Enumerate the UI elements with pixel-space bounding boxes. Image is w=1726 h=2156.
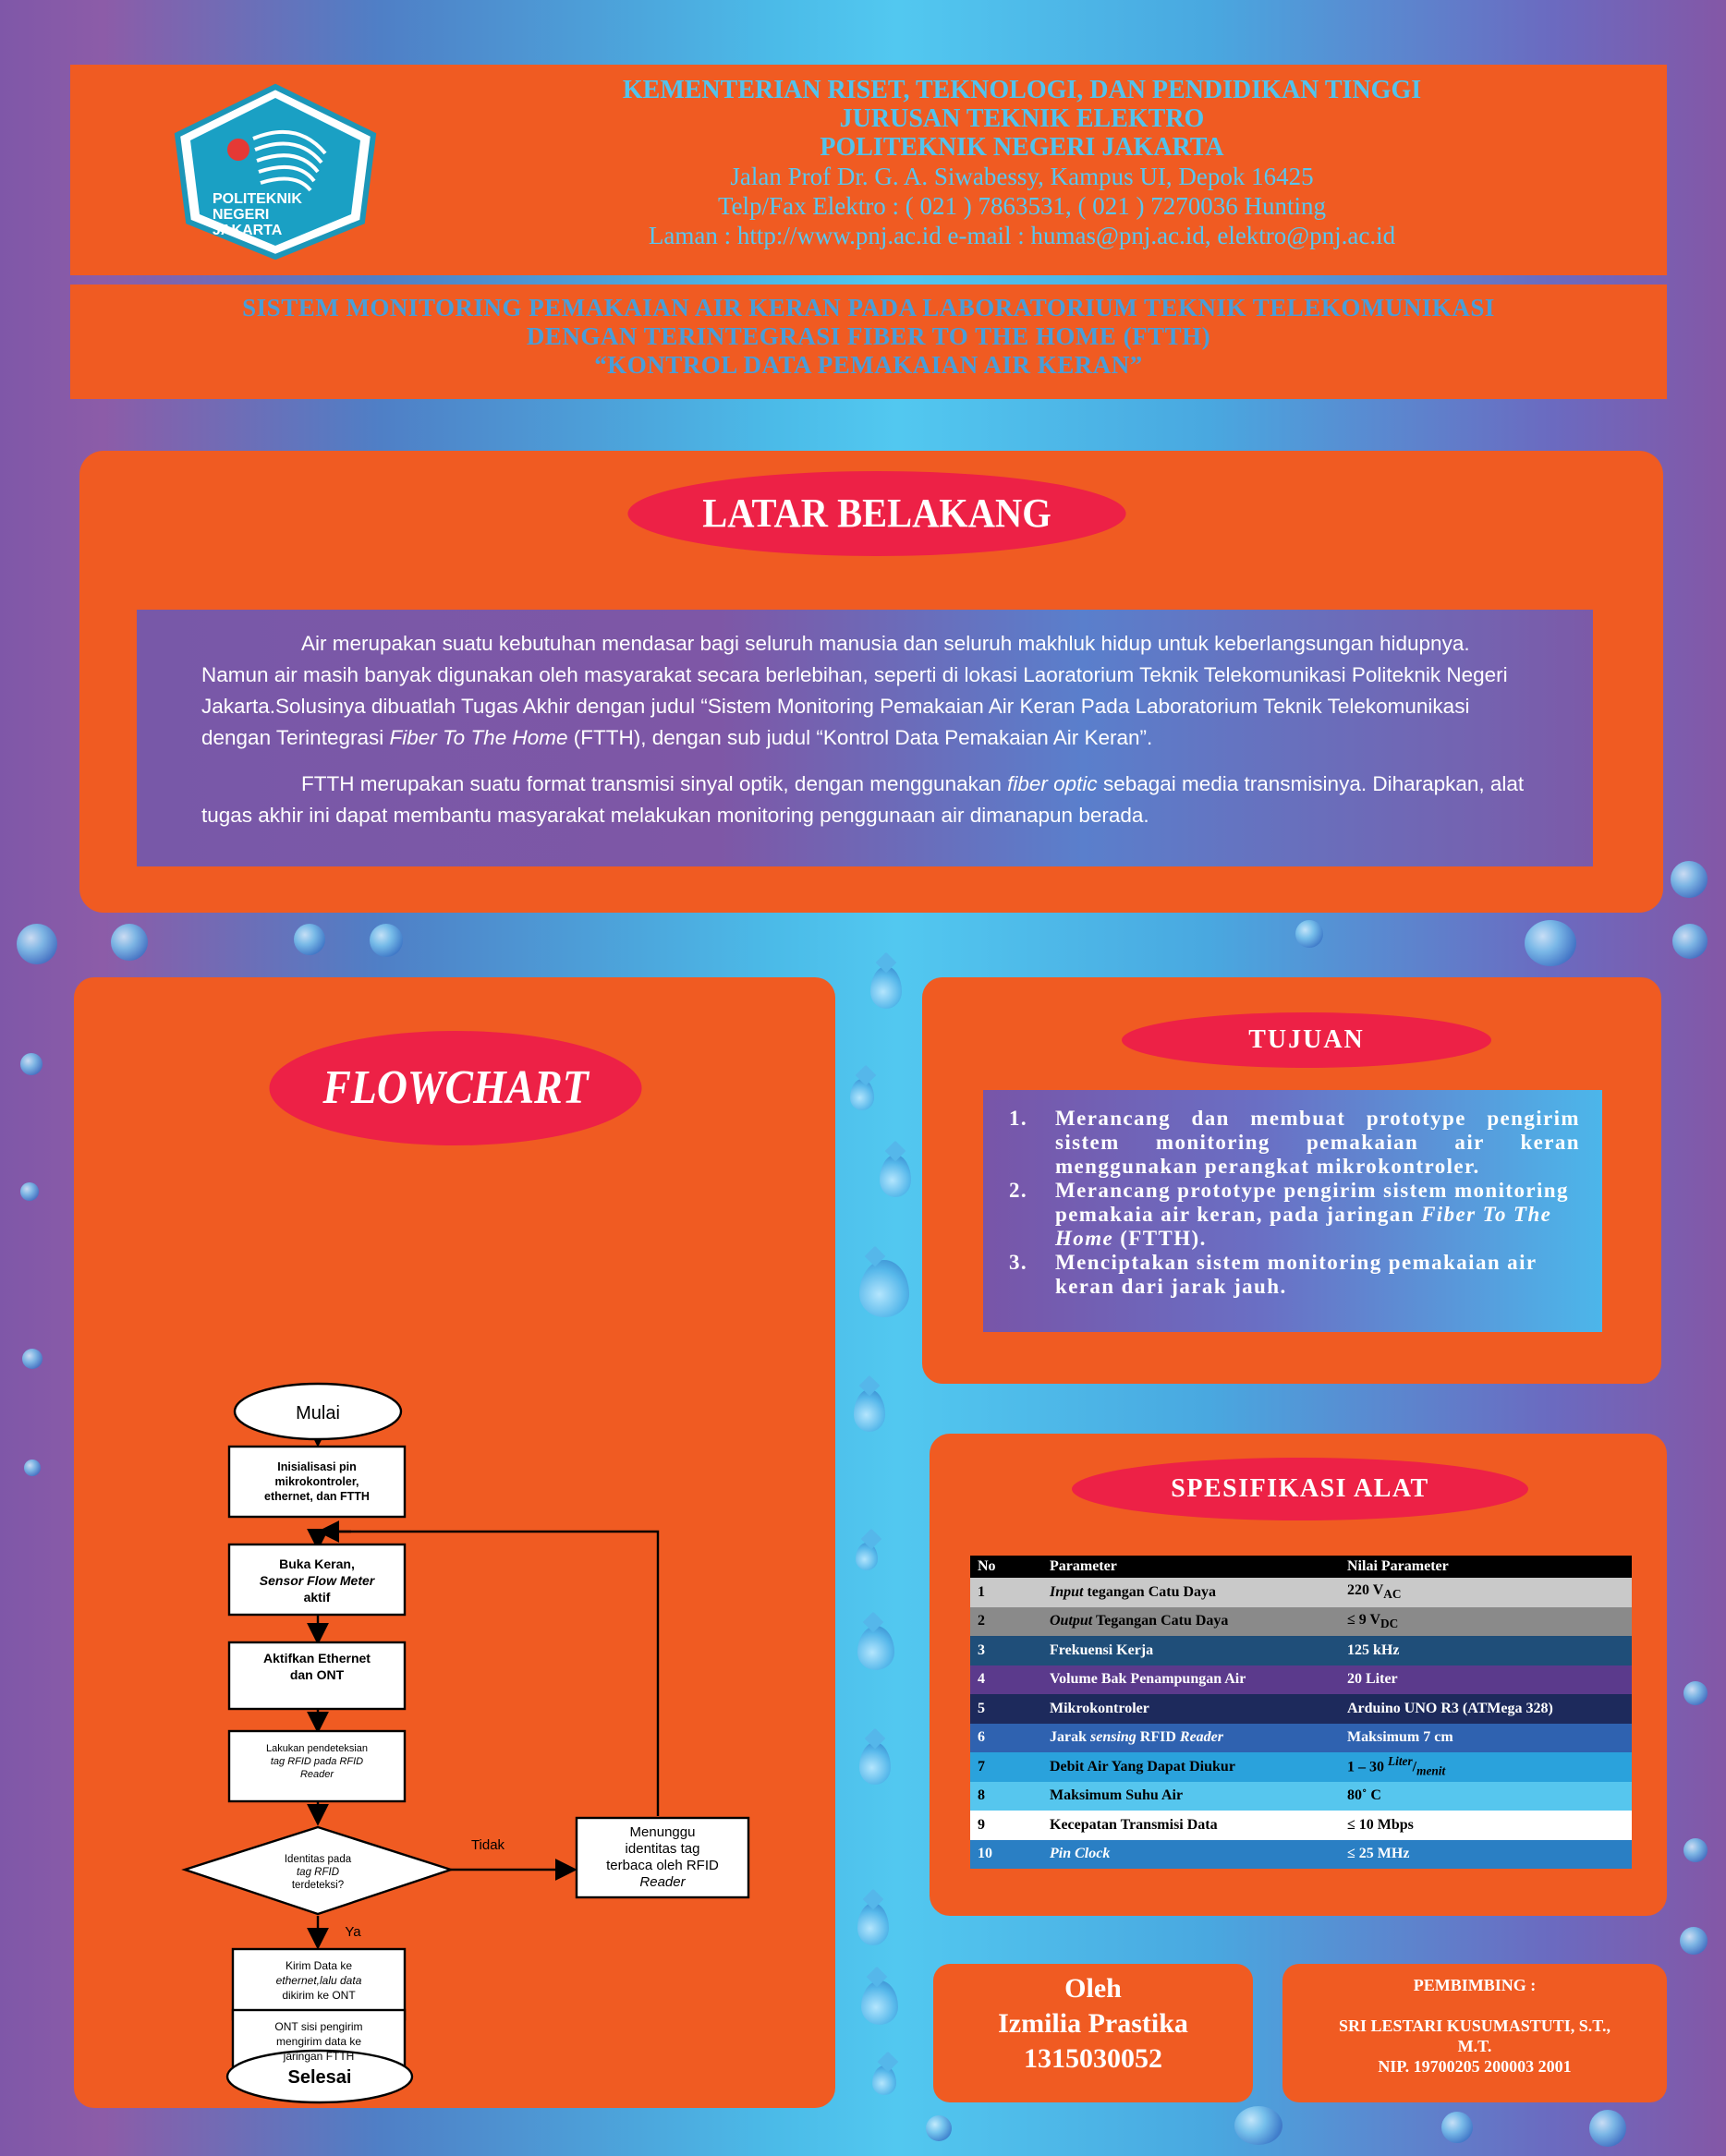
water-drop-decoration	[1683, 1681, 1708, 1705]
water-drop-decoration	[1295, 920, 1323, 948]
water-drop-decoration	[17, 924, 57, 964]
author-nim: 1315030052	[1024, 2043, 1162, 2074]
water-drop-decoration	[870, 966, 902, 1009]
water-drop-decoration	[872, 2065, 896, 2095]
flow-step-ethernet: dan ONT	[289, 1667, 345, 1682]
water-drop-decoration	[857, 1626, 894, 1670]
flow-step-detect: Reader	[299, 1769, 334, 1780]
section-heading: SPESIFIKASI ALAT	[1072, 1458, 1528, 1520]
water-drop-decoration	[926, 2115, 952, 2141]
flow-step-wait: terbaca oleh RFID	[606, 1858, 719, 1873]
paragraph: FTTH merupakan suatu format transmisi sinyal optik, dengan menggunakan fiber optic sebagai media transmisinya. Diharapkan, alat tugas akhir ini dapat membantu masyarakat melakukan monitoring penggunaan air dimanapun berada.	[201, 772, 1525, 827]
flow-decision: tag RFID	[296, 1867, 340, 1878]
objectives-list	[983, 1090, 1602, 1332]
table-row: 3 Frekuensi Kerja 125 kHz	[970, 1636, 1632, 1665]
title-line: DENGAN TERINTEGRASI FIBER TO THE HOME (FTTH)	[526, 322, 1211, 350]
table-row: 6 Jarak sensing RFID Reader Maksimum 7 cm	[970, 1724, 1632, 1753]
objective-item: 3. Menciptakan sistem monitoring pemakaian air keran dari jarak jauh.	[1009, 1251, 1538, 1298]
water-drop-decoration	[859, 1742, 891, 1785]
flow-decision: terdeteksi?	[291, 1880, 345, 1891]
flow-step-send: Kirim Data ke	[285, 1959, 353, 1972]
flow-step-init: Inisialisasi pin	[277, 1460, 357, 1473]
water-drop-decoration	[1683, 1838, 1708, 1862]
flow-start: Mulai	[296, 1403, 340, 1423]
water-drop-decoration	[1680, 1927, 1708, 1955]
flow-no-label: Tidak	[470, 1837, 505, 1853]
water-drop-decoration	[1525, 920, 1576, 966]
flow-step-open-tap: Buka Keran,	[279, 1556, 355, 1571]
department-name: JURUSAN TEKNIK ELEKTRO	[839, 104, 1205, 133]
supervisor-name: SRI LESTARI KUSUMASTUTI, S.T.,	[1339, 2017, 1611, 2035]
table-row: 10 Pin Clock ≤ 25 MHz	[970, 1840, 1632, 1870]
flow-step-wait: Reader	[639, 1874, 686, 1890]
supervisor-box	[1282, 1964, 1667, 2102]
water-drop-decoration	[850, 1079, 874, 1110]
institution-name: POLITEKNIK NEGERI JAKARTA	[820, 133, 1224, 162]
flow-decision: Identitas pada	[284, 1854, 352, 1865]
logo-text: JAKARTA	[213, 223, 283, 238]
author-box	[933, 1964, 1253, 2102]
institution-info	[421, 76, 1623, 250]
background-section	[79, 451, 1663, 913]
water-drop-decoration	[24, 1460, 41, 1476]
flow-step-open-tap: aktif	[303, 1590, 331, 1605]
objective-item: 1. Merancang dan membuat prototype pengirim sistem monitoring pemakaian air keran menggunakan perangkat mikrokontroler.	[1009, 1107, 1580, 1178]
flow-step-init: mikrokontroler,	[274, 1475, 359, 1488]
flow-step-ont: ONT sisi pengirim	[274, 2020, 363, 2033]
specification-section	[930, 1434, 1667, 1916]
section-heading: FLOWCHART	[269, 1031, 641, 1145]
flow-end: Selesai	[287, 2067, 352, 2088]
water-drop-decoration	[20, 1053, 43, 1075]
flow-step-detect: Lakukan pendeteksian	[265, 1743, 369, 1754]
specification-table	[970, 1556, 1632, 1869]
water-drop-decoration	[1441, 2112, 1473, 2143]
flow-step-ont: mengirim data ke	[275, 2035, 362, 2048]
flow-step-wait: Menunggu	[629, 1824, 696, 1840]
section-heading: LATAR BELAKANG	[627, 471, 1125, 556]
water-drop-decoration	[856, 1543, 878, 1570]
table-row: 7 Debit Air Yang Dapat Diukur 1 – 30 $^{Liter}/_{menit}$	[970, 1752, 1632, 1782]
logo-text: POLITEKNIK	[213, 191, 302, 207]
background-text	[137, 610, 1593, 866]
water-drop-decoration	[294, 924, 325, 955]
institution-header	[70, 65, 1667, 275]
author-label: Oleh	[1064, 1973, 1122, 2004]
flow-step-send: dikirim ke ONT	[282, 1989, 356, 2002]
water-drop-decoration	[1672, 924, 1708, 959]
flow-step-ethernet: Aktifkan Ethernet	[263, 1651, 371, 1665]
pnj-logo	[168, 83, 383, 260]
flow-step-ont: jaringan FTTH	[283, 2050, 355, 2063]
flow-yes-label: Ya	[345, 1924, 361, 1940]
table-row: 2 Output Tegangan Catu Daya ≤ 9 $V_{DC}$	[970, 1607, 1632, 1637]
water-drop-decoration	[854, 1389, 885, 1432]
flowchart-section	[74, 977, 835, 2108]
table-row: 5 Mikrokontroler Arduino UNO R3 (ATMega 328)	[970, 1694, 1632, 1724]
water-drop-decoration	[859, 1260, 909, 1317]
section-heading: TUJUAN	[1122, 1012, 1491, 1068]
website-email: Laman : http://www.pnj.ac.id e-mail : humas@pnj.ac.id, elektro@pnj.ac.id	[648, 222, 1396, 249]
water-drop-decoration	[20, 1182, 39, 1201]
water-drop-decoration	[22, 1349, 43, 1369]
paragraph: Air merupakan suatu kebutuhan mendasar bagi seluruh manusia dan seluruh makhluk hidup untuk keberlangsungan hidupnya. Namun air masih banyak digunakan oleh masyarakat secara berlebihan, seperti di lokasi Laoratorium Teknik Telekomunikasi Politeknik Negeri Jakarta.Solusinya dibuatlah Tugas Akhir dengan judul “Sistem Monitoring Pemakaian Air Keran Pada Laboratorium Teknik Telekomunikasi dengan Terintegrasi Fiber To The Home (FTTH), dengan sub judul “Kontrol Data Pemakaian Air Keran”.	[201, 632, 1508, 749]
flow-step-wait: identitas tag	[625, 1841, 700, 1857]
flow-step-open-tap: Sensor Flow Meter	[259, 1573, 375, 1588]
table-row: 1 Input tegangan Catu Daya 220 $V_{AC}$	[970, 1578, 1632, 1607]
water-drop-decoration	[1671, 861, 1708, 898]
water-drop-decoration	[857, 1903, 889, 1945]
title-line: SISTEM MONITORING PEMAKAIAN AIR KERAN PADA LABORATORIUM TEKNIK TELEKOMUNIKASI	[242, 294, 1495, 321]
phone: Telp/Fax Elektro : ( 021 ) 7863531, ( 021 ) 7270036 Hunting	[717, 192, 1327, 220]
water-drop-decoration	[861, 1980, 898, 2025]
water-drop-decoration	[1589, 2110, 1626, 2147]
logo-text: NEGERI	[213, 207, 270, 223]
author-name: Izmilia Prastika	[998, 2008, 1188, 2039]
supervisor-name: M.T.	[1457, 2037, 1492, 2055]
table-row: 4 Volume Bak Penampungan Air 20 Liter	[970, 1665, 1632, 1695]
supervisor-label: PEMBIMBING :	[1413, 1976, 1537, 1994]
ministry-name: KEMENTERIAN RISET, TEKNOLOGI, DAN PENDIDIKAN TINGGI	[622, 76, 1422, 104]
flowchart-diagram	[74, 977, 835, 2108]
flow-step-send: ethernet,lalu data	[275, 1974, 362, 1987]
table-header: No Parameter Nilai Parameter	[970, 1556, 1632, 1578]
address: Jalan Prof Dr. G. A. Siwabessy, Kampus UI, Depok 16425	[730, 163, 1314, 190]
objectives-section	[922, 977, 1661, 1384]
water-drop-decoration	[880, 1155, 911, 1197]
poster-title	[70, 285, 1667, 399]
flow-step-init: ethernet, dan FTTH	[264, 1490, 370, 1503]
subtitle-line: “KONTROL DATA PEMAKAIAN AIR KERAN”	[594, 351, 1143, 379]
table-row: 8 Maksimum Suhu Air 80˚ C	[970, 1782, 1632, 1811]
objective-item: 2. Merancang prototype pengirim sistem monitoring pemakaia air keran, pada jaringan Fiber To The Home (FTTH).	[1009, 1179, 1569, 1250]
flow-step-detect: tag RFID pada RFID	[270, 1756, 364, 1767]
water-drop-decoration	[370, 924, 403, 957]
water-drop-decoration	[111, 924, 148, 961]
supervisor-nip: NIP. 19700205 200003 2001	[1378, 2057, 1572, 2076]
water-drop-decoration	[1234, 2106, 1282, 2145]
table-row: 9 Kecepatan Transmisi Data ≤ 10 Mbps	[970, 1811, 1632, 1840]
